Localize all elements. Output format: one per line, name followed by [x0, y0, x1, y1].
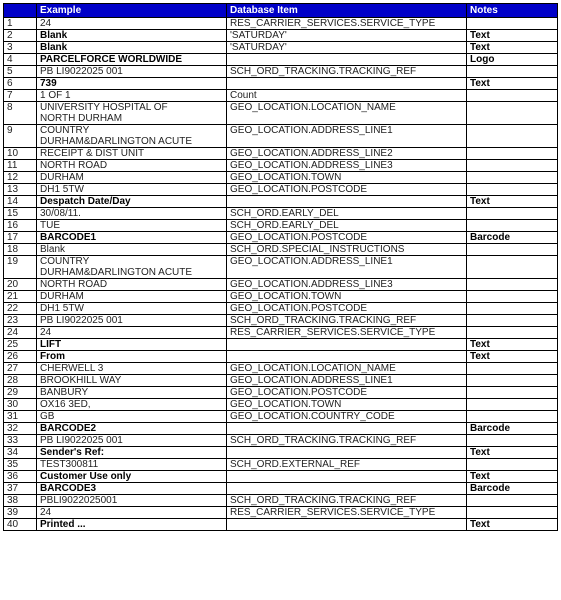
row-number-cell: 30: [4, 399, 37, 411]
notes-cell: [467, 399, 558, 411]
example-cell: BARCODE3: [37, 483, 227, 495]
table-row: [4, 387, 558, 399]
header-number: [4, 4, 37, 18]
database-item-cell: RES_CARRIER_SERVICES.SERVICE_TYPE: [227, 18, 467, 30]
database-item-cell: [227, 447, 467, 459]
example-cell: Blank: [37, 42, 227, 54]
table-row: [4, 519, 558, 531]
header-notes: Notes: [467, 4, 558, 18]
database-item-cell: [227, 519, 467, 531]
database-item-cell: SCH_ORD_TRACKING.TRACKING_REF: [227, 66, 467, 78]
notes-cell: [467, 279, 558, 291]
table-row: [4, 279, 558, 291]
row-number-cell: 13: [4, 184, 37, 196]
table-row: [4, 507, 558, 519]
database-item-cell: SCH_ORD.EARLY_DEL: [227, 220, 467, 232]
database-item-cell: [227, 483, 467, 495]
row-number-cell: 38: [4, 495, 37, 507]
notes-cell: Barcode: [467, 232, 558, 244]
example-cell: TEST300811: [37, 459, 227, 471]
database-item-cell: GEO_LOCATION.POSTCODE: [227, 387, 467, 399]
notes-cell: [467, 90, 558, 102]
database-item-cell: GEO_LOCATION.POSTCODE: [227, 184, 467, 196]
notes-cell: [467, 507, 558, 519]
row-number-cell: 9: [4, 125, 37, 148]
notes-cell: Text: [467, 447, 558, 459]
example-cell: BANBURY: [37, 387, 227, 399]
row-number-cell: 8: [4, 102, 37, 125]
row-number-cell: 24: [4, 327, 37, 339]
table-row: [4, 495, 558, 507]
example-cell: CHERWELL 3: [37, 363, 227, 375]
table-row: [4, 196, 558, 208]
example-cell: DH1 5TW: [37, 303, 227, 315]
row-number-cell: 15: [4, 208, 37, 220]
example-cell: 1 OF 1: [37, 90, 227, 102]
table-body: [4, 18, 558, 531]
database-item-cell: GEO_LOCATION.TOWN: [227, 291, 467, 303]
row-number-cell: 21: [4, 291, 37, 303]
database-item-cell: GEO_LOCATION.ADDRESS_LINE1: [227, 375, 467, 387]
example-cell: 30/08/11.: [37, 208, 227, 220]
notes-cell: [467, 459, 558, 471]
example-cell: NORTH ROAD: [37, 160, 227, 172]
notes-cell: Text: [467, 471, 558, 483]
notes-cell: [467, 184, 558, 196]
row-number-cell: 36: [4, 471, 37, 483]
example-cell: 24: [37, 507, 227, 519]
table-row: [4, 160, 558, 172]
table-row: [4, 291, 558, 303]
notes-cell: [467, 327, 558, 339]
table-row: [4, 172, 558, 184]
row-number-cell: 18: [4, 244, 37, 256]
notes-cell: [467, 66, 558, 78]
notes-cell: Text: [467, 30, 558, 42]
table-row: [4, 303, 558, 315]
example-cell: Customer Use only: [37, 471, 227, 483]
notes-cell: Logo: [467, 54, 558, 66]
table-row: [4, 423, 558, 435]
example-cell: PB LI9022025 001: [37, 435, 227, 447]
notes-cell: [467, 220, 558, 232]
database-item-cell: [227, 78, 467, 90]
field-mapping-table: [3, 3, 558, 531]
database-item-cell: SCH_ORD.SPECIAL_INSTRUCTIONS: [227, 244, 467, 256]
notes-cell: Barcode: [467, 423, 558, 435]
row-number-cell: 10: [4, 148, 37, 160]
table-row: [4, 102, 558, 125]
database-item-cell: GEO_LOCATION.COUNTRY_CODE: [227, 411, 467, 423]
table-row: [4, 78, 558, 90]
notes-cell: [467, 102, 558, 125]
database-item-cell: GEO_LOCATION.ADDRESS_LINE1: [227, 256, 467, 279]
example-cell: DURHAM: [37, 172, 227, 184]
example-cell: BROOKHILL WAY: [37, 375, 227, 387]
table-row: [4, 375, 558, 387]
row-number-cell: 19: [4, 256, 37, 279]
database-item-cell: GEO_LOCATION.ADDRESS_LINE3: [227, 160, 467, 172]
table-row: [4, 471, 558, 483]
row-number-cell: 3: [4, 42, 37, 54]
header-example: Example: [37, 4, 227, 18]
database-item-cell: GEO_LOCATION.ADDRESS_LINE2: [227, 148, 467, 160]
database-item-cell: SCH_ORD.EARLY_DEL: [227, 208, 467, 220]
row-number-cell: 17: [4, 232, 37, 244]
row-number-cell: 23: [4, 315, 37, 327]
example-cell: 24: [37, 18, 227, 30]
row-number-cell: 4: [4, 54, 37, 66]
database-item-cell: GEO_LOCATION.POSTCODE: [227, 303, 467, 315]
table-row: [4, 459, 558, 471]
row-number-cell: 11: [4, 160, 37, 172]
notes-cell: [467, 291, 558, 303]
row-number-cell: 16: [4, 220, 37, 232]
table-row: [4, 244, 558, 256]
row-number-cell: 22: [4, 303, 37, 315]
database-item-cell: SCH_ORD_TRACKING.TRACKING_REF: [227, 495, 467, 507]
row-number-cell: 26: [4, 351, 37, 363]
table-row: [4, 220, 558, 232]
row-number-cell: 5: [4, 66, 37, 78]
row-number-cell: 34: [4, 447, 37, 459]
row-number-cell: 1: [4, 18, 37, 30]
notes-cell: [467, 375, 558, 387]
table-row: [4, 90, 558, 102]
row-number-cell: 31: [4, 411, 37, 423]
example-cell: OX16 3ED,: [37, 399, 227, 411]
notes-cell: Barcode: [467, 483, 558, 495]
database-item-cell: SCH_ORD.EXTERNAL_REF: [227, 459, 467, 471]
notes-cell: [467, 125, 558, 148]
table-row: [4, 148, 558, 160]
row-number-cell: 7: [4, 90, 37, 102]
database-item-cell: GEO_LOCATION.POSTCODE: [227, 232, 467, 244]
database-item-cell: [227, 351, 467, 363]
row-number-cell: 39: [4, 507, 37, 519]
notes-cell: [467, 208, 558, 220]
table-row: [4, 208, 558, 220]
table-row: [4, 66, 558, 78]
notes-cell: Text: [467, 196, 558, 208]
example-cell: LIFT: [37, 339, 227, 351]
table-row: [4, 18, 558, 30]
notes-cell: [467, 363, 558, 375]
notes-cell: [467, 160, 558, 172]
header-row: [4, 4, 558, 18]
notes-cell: Text: [467, 42, 558, 54]
example-cell: COUNTRY DURHAM&DARLINGTON ACUTE: [37, 125, 227, 148]
table-row: [4, 399, 558, 411]
database-item-cell: GEO_LOCATION.TOWN: [227, 172, 467, 184]
table-row: [4, 435, 558, 447]
notes-cell: [467, 172, 558, 184]
example-cell: TUE: [37, 220, 227, 232]
example-cell: DH1 5TW: [37, 184, 227, 196]
row-number-cell: 20: [4, 279, 37, 291]
notes-cell: [467, 435, 558, 447]
database-item-cell: GEO_LOCATION.LOCATION_NAME: [227, 102, 467, 125]
example-cell: Blank: [37, 30, 227, 42]
example-cell: GB: [37, 411, 227, 423]
row-number-cell: 35: [4, 459, 37, 471]
database-item-cell: [227, 54, 467, 66]
database-item-cell: RES_CARRIER_SERVICES.SERVICE_TYPE: [227, 327, 467, 339]
example-cell: PB LI9022025 001: [37, 315, 227, 327]
example-cell: BARCODE1: [37, 232, 227, 244]
table-row: [4, 30, 558, 42]
table-row: [4, 411, 558, 423]
example-cell: 24: [37, 327, 227, 339]
row-number-cell: 12: [4, 172, 37, 184]
database-item-cell: Count: [227, 90, 467, 102]
table-row: [4, 327, 558, 339]
header-database-item: Database Item: [227, 4, 467, 18]
table-row: [4, 483, 558, 495]
row-number-cell: 33: [4, 435, 37, 447]
example-cell: COUNTRY DURHAM&DARLINGTON ACUTE: [37, 256, 227, 279]
example-cell: BARCODE2: [37, 423, 227, 435]
row-number-cell: 29: [4, 387, 37, 399]
table-row: [4, 256, 558, 279]
row-number-cell: 14: [4, 196, 37, 208]
example-cell: NORTH ROAD: [37, 279, 227, 291]
row-number-cell: 32: [4, 423, 37, 435]
example-cell: DURHAM: [37, 291, 227, 303]
table-row: [4, 184, 558, 196]
notes-cell: [467, 148, 558, 160]
database-item-cell: GEO_LOCATION.LOCATION_NAME: [227, 363, 467, 375]
row-number-cell: 25: [4, 339, 37, 351]
notes-cell: [467, 495, 558, 507]
row-number-cell: 6: [4, 78, 37, 90]
example-cell: From: [37, 351, 227, 363]
notes-cell: [467, 411, 558, 423]
example-cell: Blank: [37, 244, 227, 256]
database-item-cell: SCH_ORD_TRACKING.TRACKING_REF: [227, 435, 467, 447]
database-item-cell: [227, 339, 467, 351]
example-cell: Printed ...: [37, 519, 227, 531]
example-cell: Despatch Date/Day: [37, 196, 227, 208]
row-number-cell: 27: [4, 363, 37, 375]
notes-cell: [467, 244, 558, 256]
example-cell: PBLI9022025001: [37, 495, 227, 507]
database-item-cell: 'SATURDAY': [227, 42, 467, 54]
row-number-cell: 2: [4, 30, 37, 42]
table-row: [4, 125, 558, 148]
database-item-cell: RES_CARRIER_SERVICES.SERVICE_TYPE: [227, 507, 467, 519]
table-row: [4, 42, 558, 54]
notes-cell: [467, 303, 558, 315]
table-row: [4, 351, 558, 363]
table-row: [4, 339, 558, 351]
database-item-cell: [227, 471, 467, 483]
notes-cell: Text: [467, 339, 558, 351]
row-number-cell: 28: [4, 375, 37, 387]
table-row: [4, 363, 558, 375]
database-item-cell: GEO_LOCATION.TOWN: [227, 399, 467, 411]
notes-cell: Text: [467, 78, 558, 90]
database-item-cell: GEO_LOCATION.ADDRESS_LINE3: [227, 279, 467, 291]
database-item-cell: SCH_ORD_TRACKING.TRACKING_REF: [227, 315, 467, 327]
notes-cell: Text: [467, 519, 558, 531]
row-number-cell: 37: [4, 483, 37, 495]
example-cell: RECEIPT & DIST UNIT: [37, 148, 227, 160]
row-number-cell: 40: [4, 519, 37, 531]
example-cell: UNIVERSITY HOSPITAL OF NORTH DURHAM: [37, 102, 227, 125]
table-row: [4, 315, 558, 327]
notes-cell: [467, 387, 558, 399]
database-item-cell: GEO_LOCATION.ADDRESS_LINE1: [227, 125, 467, 148]
database-item-cell: 'SATURDAY': [227, 30, 467, 42]
table-row: [4, 232, 558, 244]
notes-cell: [467, 18, 558, 30]
example-cell: PARCELFORCE WORLDWIDE: [37, 54, 227, 66]
example-cell: 739: [37, 78, 227, 90]
table-row: [4, 447, 558, 459]
notes-cell: Text: [467, 351, 558, 363]
database-item-cell: [227, 423, 467, 435]
notes-cell: [467, 256, 558, 279]
database-item-cell: [227, 196, 467, 208]
table-row: [4, 54, 558, 66]
example-cell: PB LI9022025 001: [37, 66, 227, 78]
example-cell: Sender's Ref:: [37, 447, 227, 459]
notes-cell: [467, 315, 558, 327]
